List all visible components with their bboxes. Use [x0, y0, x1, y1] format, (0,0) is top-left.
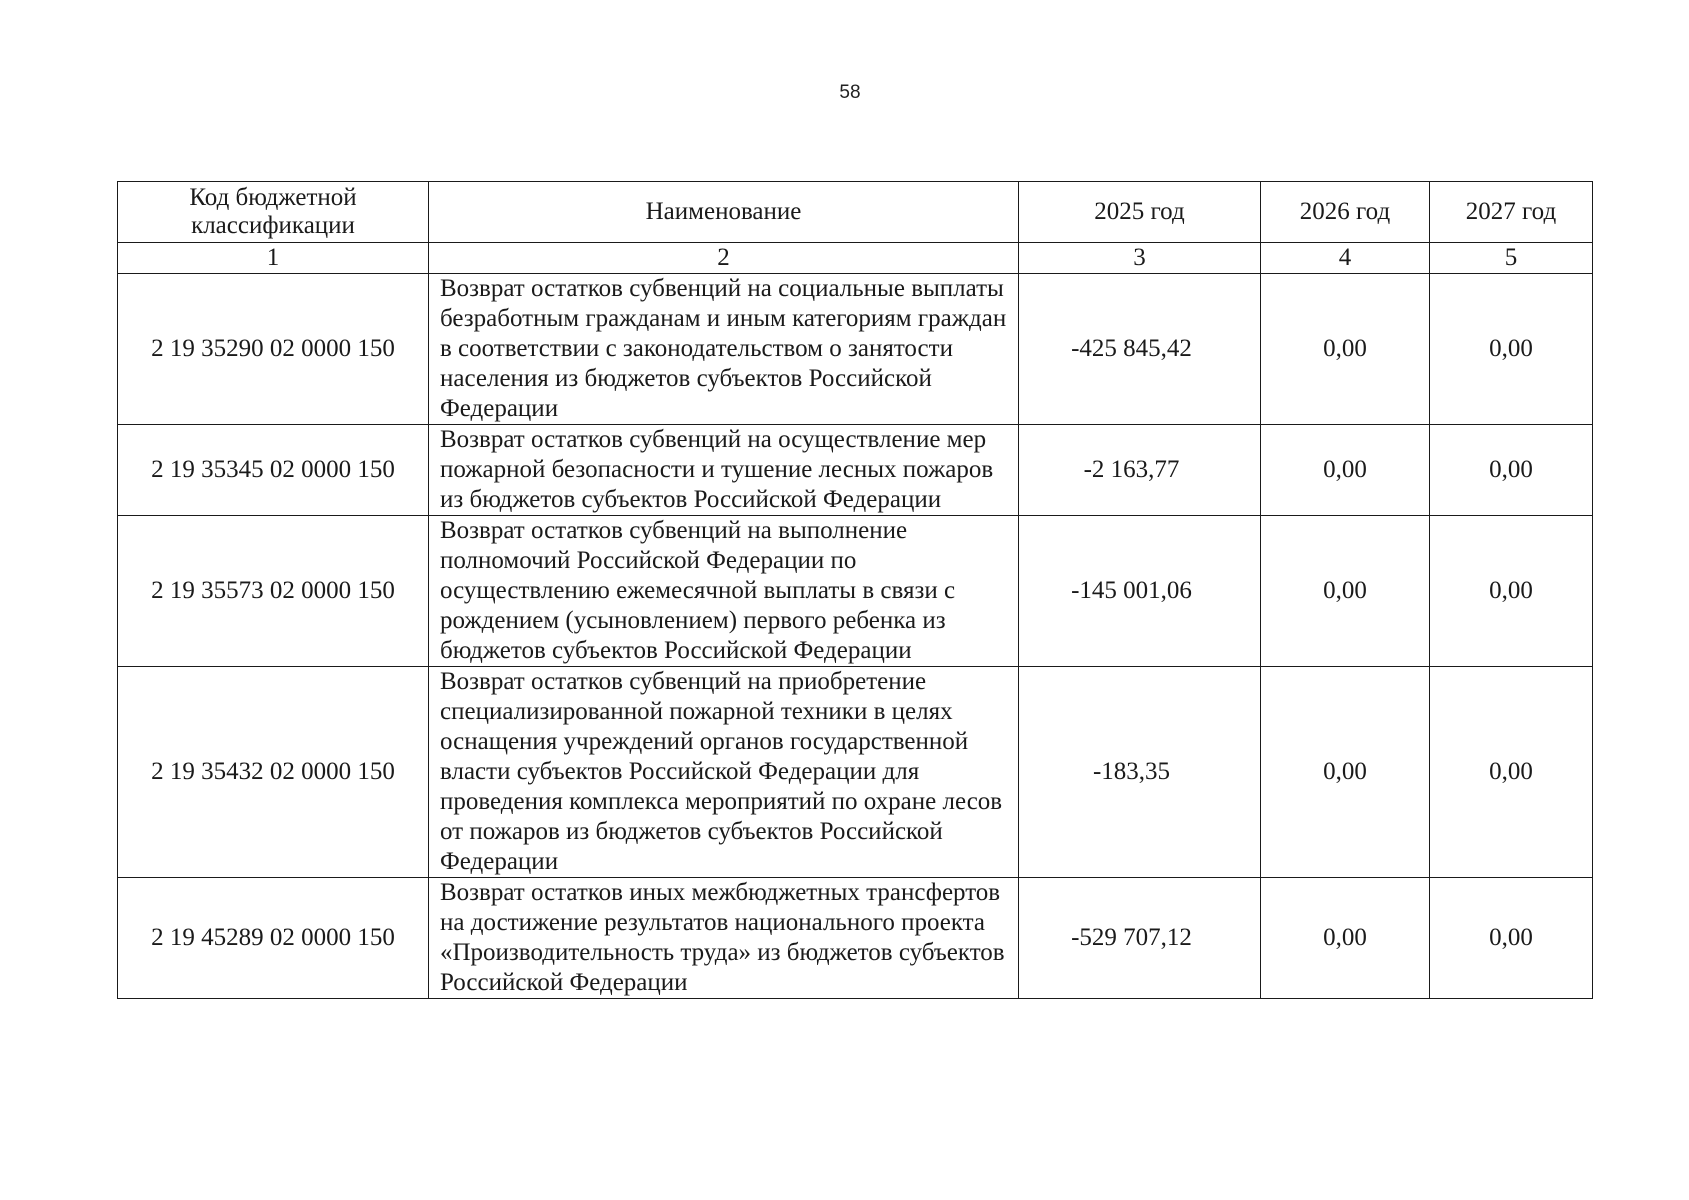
budget-code: 2 19 35345 02 0000 150 — [118, 425, 429, 516]
value-2026: 0,00 — [1261, 878, 1430, 999]
table-row — [118, 878, 1593, 999]
value-2025: -183,35 — [1019, 667, 1261, 878]
column-number: 4 — [1261, 243, 1430, 274]
header-2027: 2027 год — [1430, 182, 1593, 243]
value-2027: 0,00 — [1430, 667, 1593, 878]
page-number: 58 — [839, 82, 861, 103]
value-2025: -425 845,42 — [1019, 274, 1261, 425]
item-name: Возврат остатков субвенций на выполнение полномочий Российской Федерации по осуществлению ежемесячной выплаты в связи с рождением (усыновлением) первого ребенка из бюджетов субъектов Российской Федерации — [429, 516, 1019, 667]
item-name: Возврат остатков иных межбюджетных трансфертов на достижение результатов национального проекта «Производительность труда» из бюджетов субъектов Российской Федерации — [429, 878, 1019, 999]
value-2025: -529 707,12 — [1019, 878, 1261, 999]
table-row — [118, 425, 1593, 516]
column-number: 3 — [1019, 243, 1261, 274]
header-2026: 2026 год — [1261, 182, 1430, 243]
value-2027: 0,00 — [1430, 878, 1593, 999]
budget-code: 2 19 35573 02 0000 150 — [118, 516, 429, 667]
value-2026: 0,00 — [1261, 516, 1430, 667]
column-number: 1 — [118, 243, 429, 274]
item-name: Возврат остатков субвенций на осуществление мер пожарной безопасности и тушение лесных пожаров из бюджетов субъектов Российской Федерации — [429, 425, 1019, 516]
value-2025: -2 163,77 — [1019, 425, 1261, 516]
budget-table — [117, 181, 1593, 999]
value-2027: 0,00 — [1430, 516, 1593, 667]
value-2026: 0,00 — [1261, 667, 1430, 878]
value-2026: 0,00 — [1261, 274, 1430, 425]
value-2025: -145 001,06 — [1019, 516, 1261, 667]
budget-code: 2 19 35290 02 0000 150 — [118, 274, 429, 425]
header-name: Наименование — [429, 182, 1019, 243]
header-code: Код бюджетной классификации — [118, 182, 429, 243]
column-number: 2 — [429, 243, 1019, 274]
column-number: 5 — [1430, 243, 1593, 274]
value-2027: 0,00 — [1430, 274, 1593, 425]
table-row — [118, 516, 1593, 667]
table-header-row — [118, 182, 1593, 243]
header-2025: 2025 год — [1019, 182, 1261, 243]
value-2026: 0,00 — [1261, 425, 1430, 516]
budget-code: 2 19 35432 02 0000 150 — [118, 667, 429, 878]
column-number-row — [118, 243, 1593, 274]
item-name: Возврат остатков субвенций на приобретение специализированной пожарной техники в целях оснащения учреждений органов государственной власти субъектов Российской Федерации для проведения комплекса мероприятий по охране лесов от пожаров из бюджетов субъектов Российской Федерации — [429, 667, 1019, 878]
item-name: Возврат остатков субвенций на социальные выплаты безработным гражданам и иным категориям граждан в соответствии с законодательством о занятости населения из бюджетов субъектов Российской Федерации — [429, 274, 1019, 425]
budget-code: 2 19 45289 02 0000 150 — [118, 878, 429, 999]
table-row — [118, 667, 1593, 878]
value-2027: 0,00 — [1430, 425, 1593, 516]
table-row — [118, 274, 1593, 425]
